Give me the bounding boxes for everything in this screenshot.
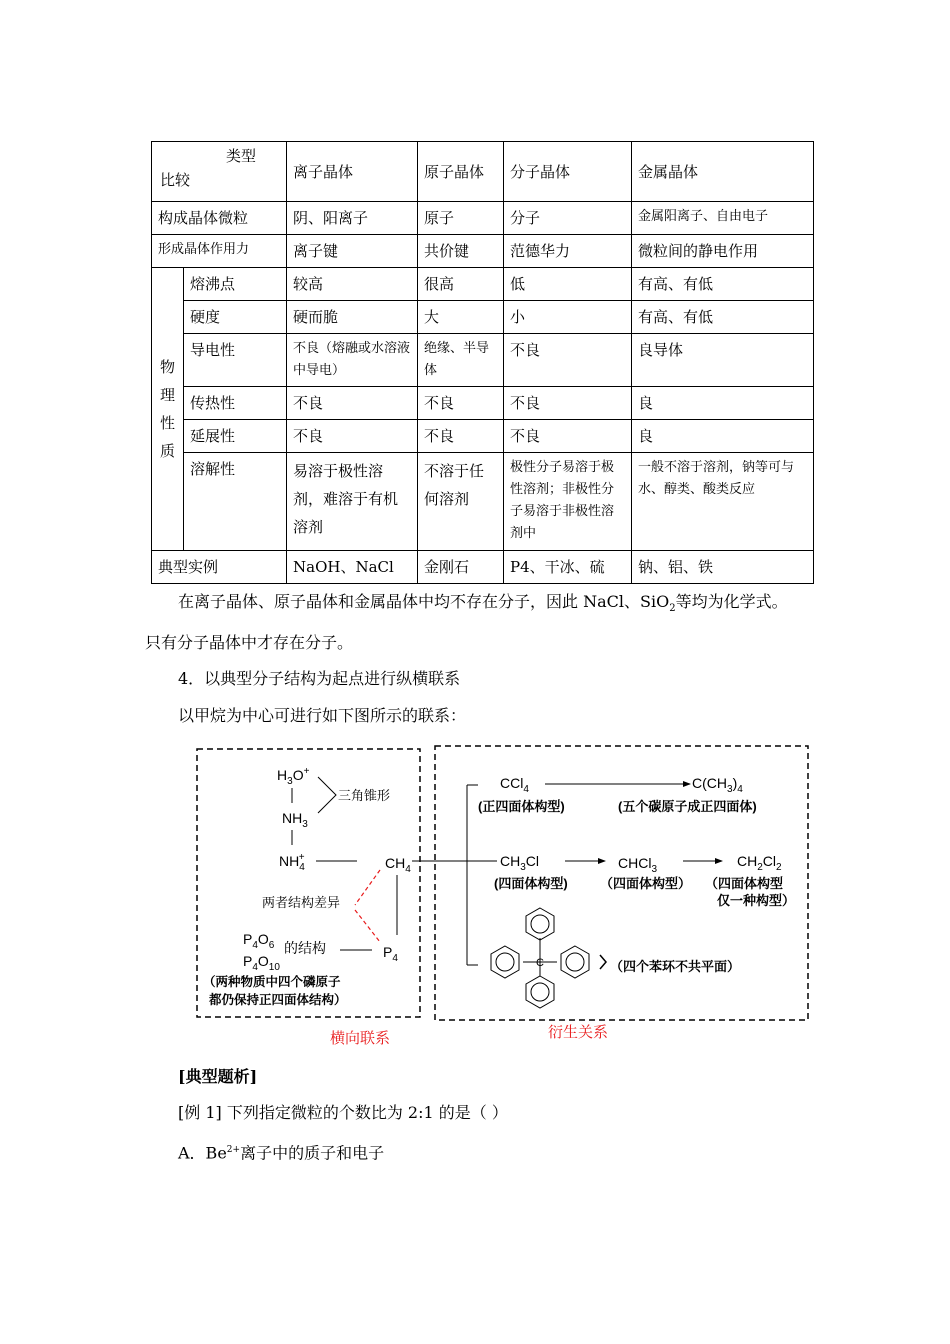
central-carbon: C bbox=[536, 957, 544, 969]
table-cell: 绝缘、半导体 bbox=[418, 334, 504, 387]
section-typical-analysis: [典型题析] bbox=[178, 1067, 258, 1086]
table-cell: 较高 bbox=[287, 268, 418, 301]
p4o10-formula: $P_4O_{10}$ bbox=[243, 953, 280, 973]
physical-properties-label: 物 理 性 质 bbox=[152, 268, 184, 551]
table-cell: 不良 bbox=[418, 420, 504, 453]
table-cell: 钠、铝、铁 bbox=[632, 551, 814, 584]
table-cell: 分子 bbox=[504, 202, 632, 235]
row-label: 熔沸点 bbox=[184, 268, 287, 301]
option-a: A．$Be^{2+}$离子中的质子和电子 bbox=[178, 1143, 385, 1163]
ccl4-formula: CCl$_4$ bbox=[500, 775, 529, 795]
table-cell: 金刚石 bbox=[418, 551, 504, 584]
derivative-relation-label: 衍生关系 bbox=[548, 1024, 609, 1041]
paragraph-no-molecules: 在离子晶体、原子晶体和金属晶体中均不存在分子，因此 NaCl、SiO$_2$等均为化学式。 bbox=[178, 592, 788, 615]
row-label: 延展性 bbox=[184, 420, 287, 453]
trigonal-bracket bbox=[318, 777, 336, 813]
p4-formula: $P_4$ bbox=[383, 944, 398, 964]
col-header-ionic: 离子晶体 bbox=[287, 142, 418, 202]
row-label: 形成晶体作用力 bbox=[152, 235, 287, 268]
chcl3-formula: CHCl$_3$ bbox=[618, 855, 658, 875]
table-cell: 不良 bbox=[504, 334, 632, 387]
col-header-metallic: 金属晶体 bbox=[632, 142, 814, 202]
benzene-note: （四个苯环不共平面） bbox=[610, 959, 741, 974]
table-cell: 不良 bbox=[418, 387, 504, 420]
table-cell: 易溶于极性溶剂，难溶于有机溶剂 bbox=[287, 453, 418, 551]
row-label: 传热性 bbox=[184, 387, 287, 420]
paragraph-methane-intro: 以甲烷为中心可进行如下图所示的联系： bbox=[178, 706, 467, 725]
table-cell: 有高、有低 bbox=[632, 301, 814, 334]
structure-difference-label: 两者结构差异 bbox=[262, 895, 341, 910]
nh3-formula: $NH_3$ bbox=[282, 810, 308, 830]
table-cell: 不溶于任何溶剂 bbox=[418, 453, 504, 551]
ch3cl-formula: $CH_3Cl$ bbox=[500, 853, 540, 873]
table-cell: P4、干冰、硫 bbox=[504, 551, 632, 584]
col-header-atomic: 原子晶体 bbox=[418, 142, 504, 202]
col-header-molecular: 分子晶体 bbox=[504, 142, 632, 202]
ch2cl2-shape-1: （四面体构型 bbox=[705, 876, 784, 891]
ch3cl-shape: (四面体构型) bbox=[494, 876, 568, 891]
table-cell: 良导体 bbox=[632, 334, 814, 387]
cch34-shape: (五个碳原子成正四面体) bbox=[618, 799, 757, 814]
table-cell: 不良 bbox=[287, 387, 418, 420]
table-cell: 不良（熔融或水溶液中导电） bbox=[287, 334, 418, 387]
table-cell: 有高、有低 bbox=[632, 268, 814, 301]
ccl4-shape: (正四面体构型) bbox=[478, 799, 565, 814]
table-cell: 不良 bbox=[504, 420, 632, 453]
heading-section-4: 4．以典型分子结构为起点进行纵横联系 bbox=[178, 669, 461, 688]
table-cell: 良 bbox=[632, 387, 814, 420]
table-cell: 离子键 bbox=[287, 235, 418, 268]
h3o-formula: $H_3O^+$ bbox=[277, 766, 310, 787]
table-cell: 良 bbox=[632, 420, 814, 453]
table-cell: 微粒间的静电作用 bbox=[632, 235, 814, 268]
table-cell: 一般不溶于溶剂，钠等可与水、醇类、酸类反应 bbox=[632, 453, 814, 551]
table-cell: 金属阳离子、自由电子 bbox=[632, 202, 814, 235]
row-label: 典型实例 bbox=[152, 551, 287, 584]
table-cell: 原子 bbox=[418, 202, 504, 235]
table-cell: NaOH、NaCl bbox=[287, 551, 418, 584]
table-cell: 不良 bbox=[504, 387, 632, 420]
row-label: 构成晶体微粒 bbox=[152, 202, 287, 235]
table-cell: 共价键 bbox=[418, 235, 504, 268]
ch4-formula: $CH_4$ bbox=[385, 855, 411, 875]
table-cell: 很高 bbox=[418, 268, 504, 301]
ch2cl2-formula: $CH_2Cl_2$ bbox=[737, 853, 782, 873]
row-label: 溶解性 bbox=[184, 453, 287, 551]
table-cell: 小 bbox=[504, 301, 632, 334]
table-cell: 范德华力 bbox=[504, 235, 632, 268]
table-cell: 不良 bbox=[287, 420, 418, 453]
p4o6-formula: $P_4O_6$ bbox=[243, 931, 275, 951]
row-label: 硬度 bbox=[184, 301, 287, 334]
table-cell: 大 bbox=[418, 301, 504, 334]
table-cell: 极性分子易溶于极性溶剂；非极性分子易溶于非极性溶剂中 bbox=[504, 453, 632, 551]
table-cell: 硬而脆 bbox=[287, 301, 418, 334]
table-cell: 低 bbox=[504, 268, 632, 301]
trigonal-label: 三角锥形 bbox=[338, 788, 391, 803]
corner-compare: 比较 bbox=[160, 171, 191, 189]
structure-of-label: 的结构 bbox=[284, 940, 326, 956]
nh4-formula: $NH_4+$ bbox=[279, 852, 305, 873]
corner-type: 类型 bbox=[226, 147, 257, 165]
chcl3-shape: （四面体构型） bbox=[600, 876, 692, 891]
horizontal-relation-label: 横向联系 bbox=[330, 1030, 391, 1047]
phosphorus-note-1: （两种物质中四个磷原子 bbox=[203, 975, 341, 989]
paragraph-only-molecular: 只有分子晶体中才存在分子。 bbox=[145, 633, 354, 652]
ch2cl2-shape-2: 仅一种构型） bbox=[717, 893, 796, 908]
phosphorus-note-2: 都仍保持正四面体结构） bbox=[209, 993, 347, 1007]
row-label: 导电性 bbox=[184, 334, 287, 387]
example-1-question: [例 1] 下列指定微粒的个数比为 2:1 的是（ ） bbox=[178, 1103, 508, 1122]
cch34-formula: $C(CH_3)_4$ bbox=[692, 775, 743, 795]
table-cell: 阴、阳离子 bbox=[287, 202, 418, 235]
